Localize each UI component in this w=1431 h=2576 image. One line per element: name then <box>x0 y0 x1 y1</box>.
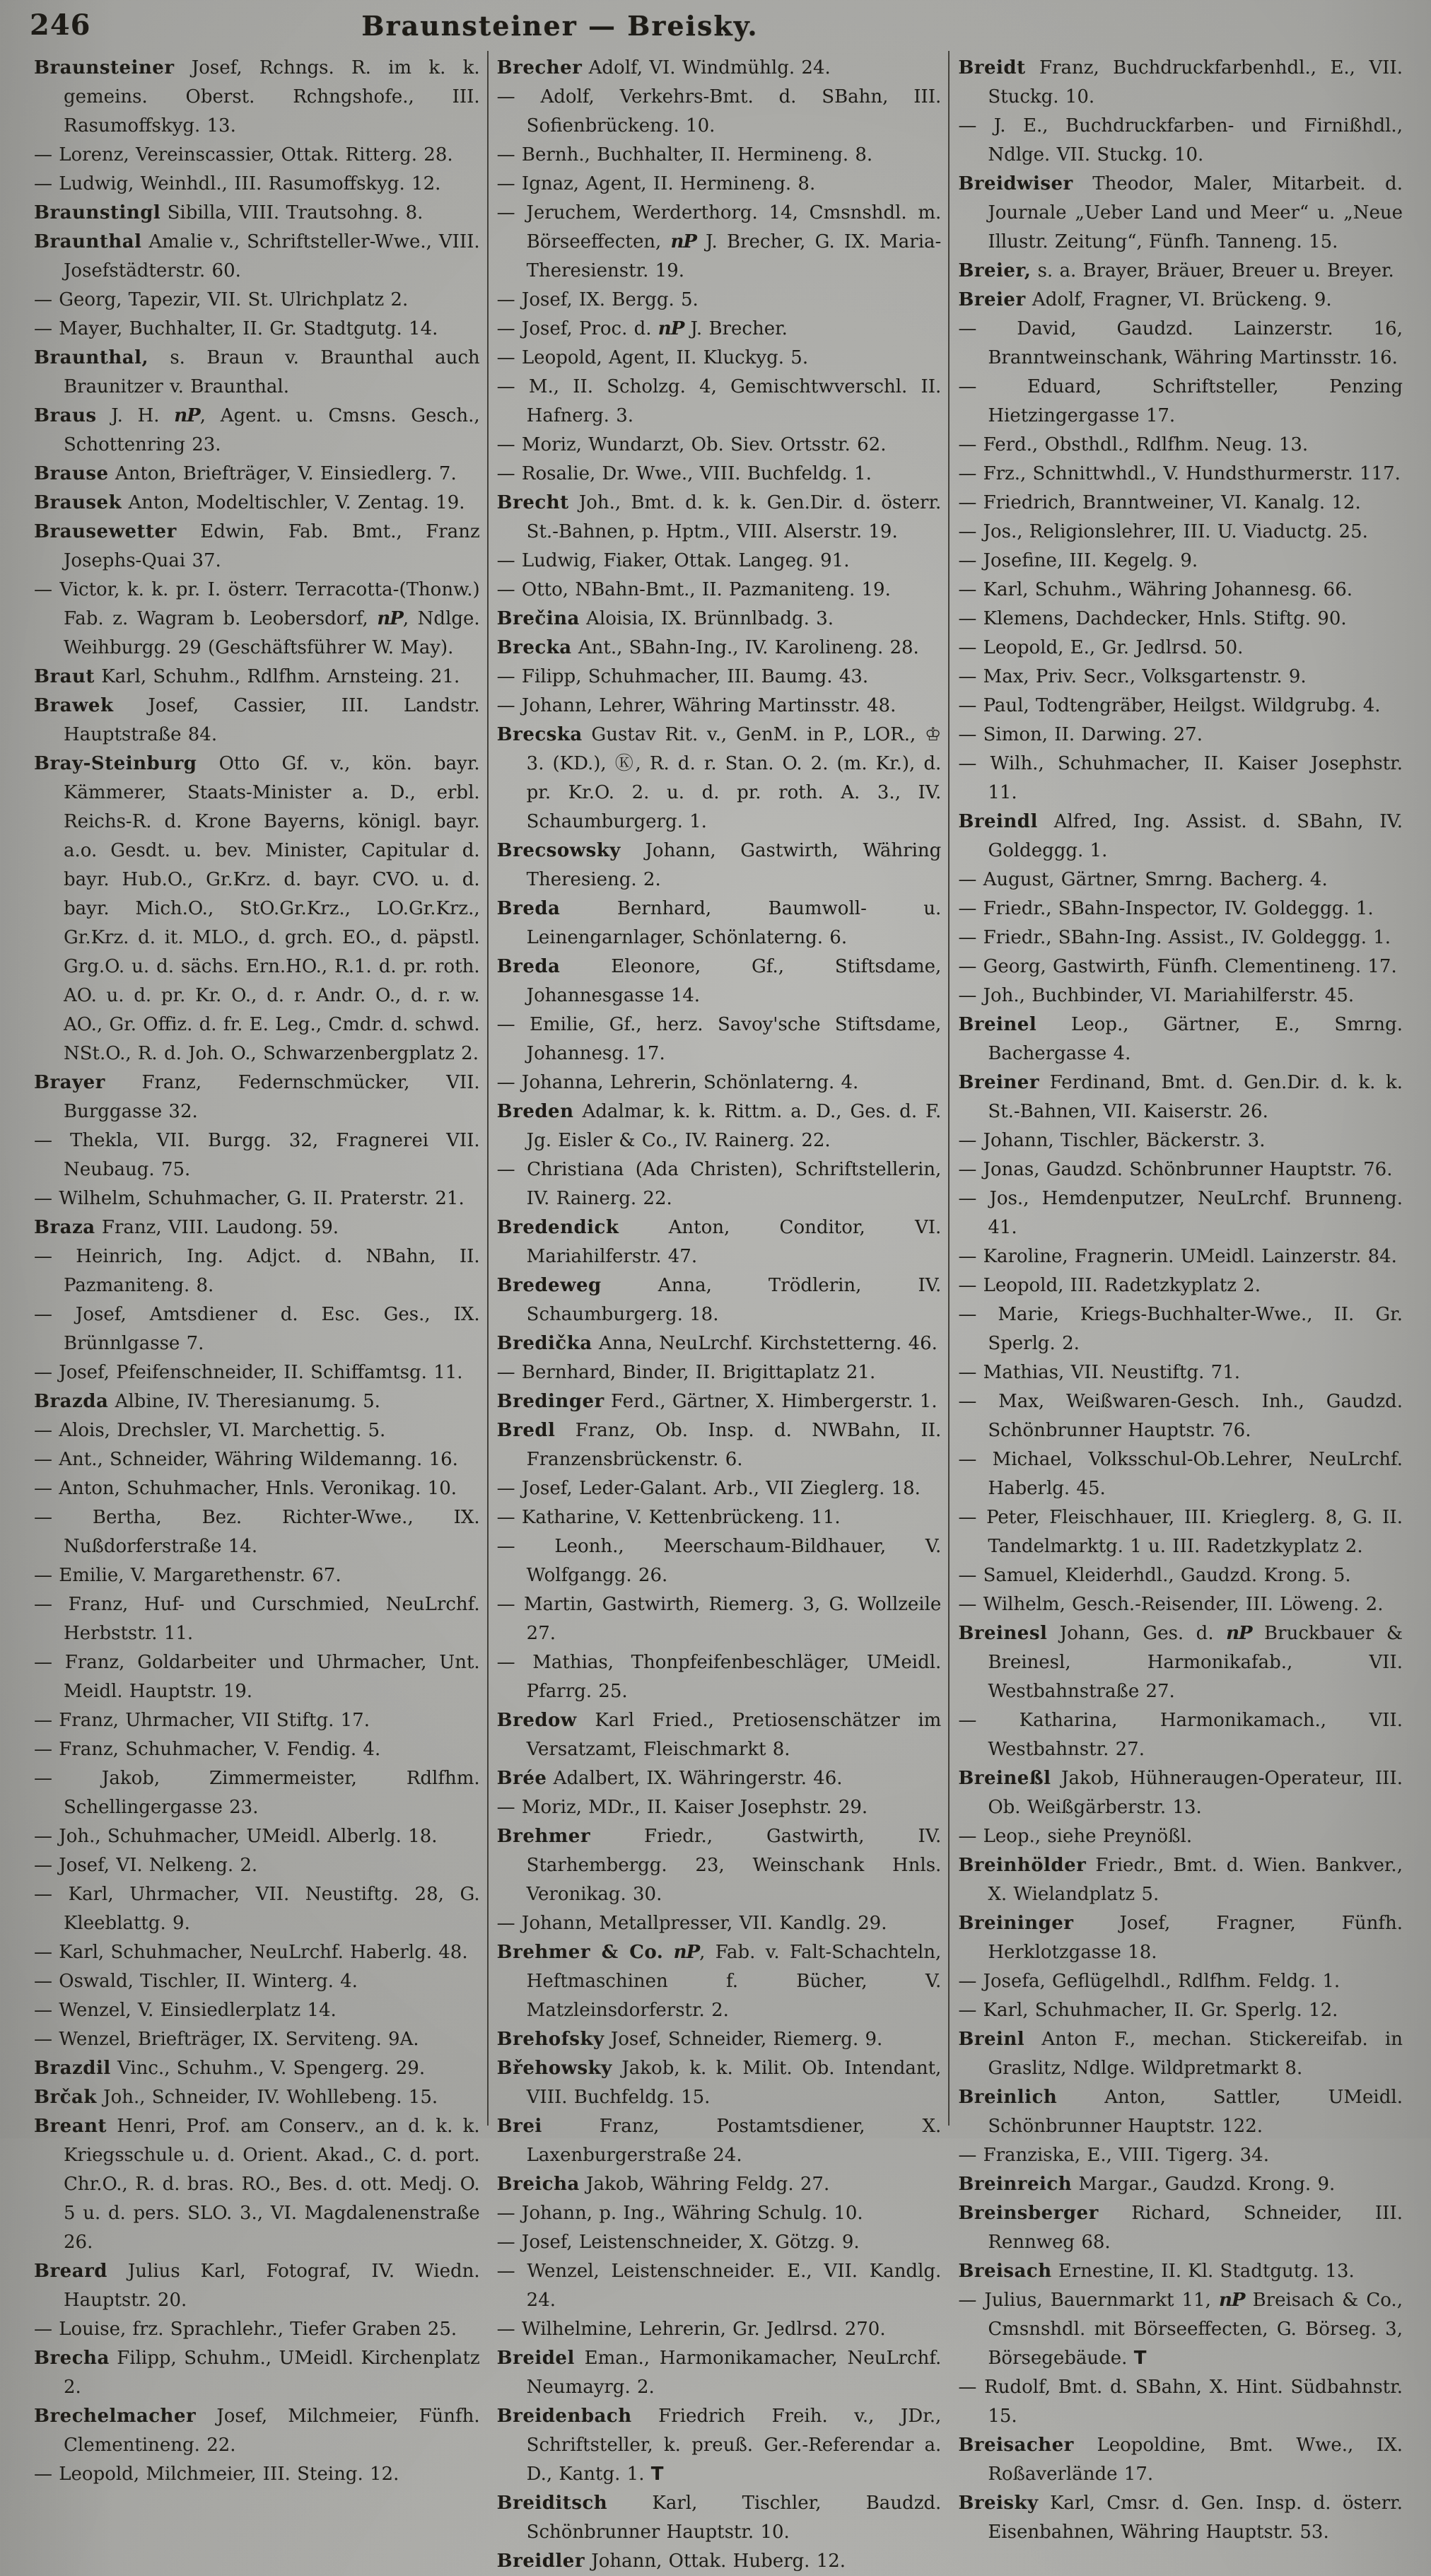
directory-entry: — Julius, Bauernmarkt 11, nP Breisach & Co., Cmsnshdl. mit Börseeffecten, G. Börseg. 3, Börsegebäude. T <box>958 2290 1403 2369</box>
entry-surname: Breineßl <box>958 1768 1051 1789</box>
directory-entry: Breininger Josef, Fragner, Fünfh. Herklotzgasse 18. <box>958 1913 1403 1963</box>
directory-entry: Bredendick Anton, Conditor, VI. Mariahilferstr. 47. <box>496 1217 942 1267</box>
directory-entry: — Emilie, V. Margarethenstr. 67. <box>34 1565 341 1586</box>
entry-surname: Braut <box>34 666 95 687</box>
directory-entry: — Karoline, Fragnerin. UMeidl. Lainzerstr. 84. <box>958 1246 1397 1267</box>
entry-surname: Brečina <box>496 608 580 629</box>
entry-surname: Bray-Steinburg <box>34 753 197 774</box>
entry-surname: Bredeweg <box>496 1275 602 1296</box>
directory-entry: — Frz., Schnittwhdl., V. Hundsthurmerstr. 117. <box>958 463 1401 484</box>
directory-entry: Bredl Franz, Ob. Insp. d. NWBahn, II. Franzensbrückenstr. 6. <box>496 1420 942 1470</box>
entry-surname: Brehofsky <box>496 2029 604 2050</box>
entry-surname: Breinhölder <box>958 1855 1087 1876</box>
directory-entry: — Georg, Gastwirth, Fünfh. Clementineng. 17. <box>958 956 1397 977</box>
entry-surname: Breicha <box>496 2174 580 2195</box>
entry-surname: Braunstingl <box>34 202 161 223</box>
directory-entry: — Otto, NBahn-Bmt., II. Pazmaniteng. 19. <box>496 579 891 600</box>
directory-entry: Bredinger Ferd., Gärtner, X. Himbergerstr. 1. <box>496 1391 938 1412</box>
directory-entry: Braut Karl, Schuhm., Rdlfhm. Arnsteing. 21. <box>34 666 460 687</box>
entry-surname: Brazda <box>34 1391 109 1412</box>
directory-entry: — Bertha, Bez. Richter-Wwe., IX. Nußdorferstraße 14. <box>34 1507 480 1557</box>
directory-entry: — Karl, Schuhmacher, NeuLrchf. Haberlg. 48. <box>34 1942 468 1963</box>
directory-entry: — Mayer, Buchhalter, II. Gr. Stadtgutg. 14. <box>34 318 438 339</box>
directory-entry: — Lorenz, Vereinscassier, Ottak. Ritterg. 28. <box>34 144 453 165</box>
directory-entry: Brecher Adolf, VI. Windmühlg. 24. <box>496 57 831 78</box>
directory-entry: — Karl, Schuhm., Währing Johannesg. 66. <box>958 579 1353 600</box>
directory-entry: Breisky Karl, Cmsr. d. Gen. Insp. d. österr. Eisenbahnen, Währing Hauptstr. 53. <box>958 2493 1403 2543</box>
directory-entry: — Jos., Hemdenputzer, NeuLrchf. Brunneng. 41. <box>958 1188 1403 1238</box>
entry-surname: Bredinger <box>496 1391 604 1412</box>
directory-entry: Brée Adalbert, IX. Währingerstr. 46. <box>496 1768 843 1789</box>
directory-entry: — Johann, Lehrer, Währing Martinsstr. 48. <box>496 695 896 716</box>
entry-surname: Breinesl <box>958 1623 1048 1644</box>
directory-entry: — Klemens, Dachdecker, Hnls. Stiftg. 90. <box>958 608 1347 629</box>
directory-entry: Brause Anton, Briefträger, V. Einsiedlerg. 7. <box>34 463 457 484</box>
directory-entry: — Michael, Volksschul-Ob.Lehrer, NeuLrchf. Haberlg. 45. <box>958 1449 1403 1499</box>
entry-surname: Brée <box>496 1768 547 1789</box>
directory-column-1 <box>25 51 487 2485</box>
directory-entry: — Jonas, Gaudzd. Schönbrunner Hauptstr. 76. <box>958 1159 1393 1180</box>
directory-entry: — Jos., Religionslehrer, III. U. Viaductg. 25. <box>958 521 1368 542</box>
directory-entry: — Rudolf, Bmt. d. SBahn, X. Hint. Südbahnstr. 15. <box>958 2377 1403 2427</box>
directory-entry: Breinsberger Richard, Schneider, III. Rennweg 68. <box>958 2203 1403 2253</box>
entry-surname: Breidwiser <box>958 173 1073 194</box>
directory-entry: — Friedrich, Branntweiner, VI. Kanalg. 12. <box>958 492 1361 513</box>
directory-entry: Breier, s. a. Brayer, Bräuer, Breuer u. Breyer. <box>958 260 1394 281</box>
entry-surname: Breiditsch <box>496 2493 608 2514</box>
entry-surname: Brehmer & Co. <box>496 1942 664 1963</box>
telephone-mark: T <box>1133 2348 1147 2369</box>
directory-entry: Brawek Josef, Cassier, III. Landstr. Hauptstraße 84. <box>34 695 480 745</box>
directory-entry: — Joh., Buchbinder, VI. Mariahilferstr. 45. <box>958 985 1355 1006</box>
directory-entry: — Ignaz, Agent, II. Hermineng. 8. <box>496 173 816 194</box>
directory-entry: — Thekla, VII. Burgg. 32, Fragnerei VII. Neubaug. 75. <box>34 1130 480 1180</box>
directory-entry: — Franziska, E., VIII. Tigerg. 34. <box>958 2145 1269 2166</box>
directory-entry: Breidel Eman., Harmonikamacher, NeuLrchf. Neumayrg. 2. <box>496 2348 942 2398</box>
directory-entry: Brei Franz, Postamtsdiener, X. Laxenburgerstraße 24. <box>496 2116 942 2166</box>
directory-entry: — Franz, Uhrmacher, VII Stiftg. 17. <box>34 1710 370 1731</box>
directory-entry: Braza Franz, VIII. Laudong. 59. <box>34 1217 339 1238</box>
directory-entry: — Wilhelmine, Lehrerin, Gr. Jedlrsd. 270. <box>496 2319 886 2340</box>
directory-entry: — Friedr., SBahn-Inspector, IV. Goldeggg. 1. <box>958 898 1374 919</box>
directory-entry: Breidt Franz, Buchdruckfarbenhdl., E., VII. Stuckg. 10. <box>958 57 1403 107</box>
registered-firm-mark: nP <box>1226 1623 1252 1644</box>
directory-entry: — Martin, Gastwirth, Riemerg. 3, G. Wollzeile 27. <box>496 1594 942 1644</box>
entry-surname: Breant <box>34 2116 107 2137</box>
directory-entry: — Johann, p. Ing., Währing Schulg. 10. <box>496 2203 863 2224</box>
telephone-mark: T <box>650 2464 664 2485</box>
directory-entry: Braus J. H. nP, Agent. u. Cmsns. Gesch., Schottenring 23. <box>34 405 480 455</box>
directory-entry: Breier Adolf, Fragner, VI. Brückeng. 9. <box>958 289 1332 310</box>
registered-firm-mark: nP <box>670 231 696 252</box>
entry-surname: Bredendick <box>496 1217 619 1238</box>
directory-entry: — Paul, Todtengräber, Heilgst. Wildgrubg. 4. <box>958 695 1381 716</box>
directory-entry: Bredička Anna, NeuLrchf. Kirchstetterng. 46. <box>496 1333 938 1354</box>
directory-entry: — Josef, Amtsdiener d. Esc. Ges., IX. Brünnlgasse 7. <box>34 1304 480 1354</box>
page-number: 246 <box>30 8 91 42</box>
entry-surname: Breinreich <box>958 2174 1073 2195</box>
directory-entry: Breidler Johann, Ottak. Huberg. 12. <box>496 2551 846 2572</box>
entry-surname: Brausek <box>34 492 122 513</box>
directory-entry: Breda Bernhard, Baumwoll- u. Leinengarnlager, Schönlaterng. 6. <box>496 898 942 948</box>
directory-entry: — Franz, Schuhmacher, V. Fendig. 4. <box>34 1739 381 1760</box>
directory-columns <box>25 51 1410 2572</box>
directory-entry: — Heinrich, Ing. Adjct. d. NBahn, II. Pazmaniteng. 8. <box>34 1246 480 1296</box>
directory-entry: — Max, Priv. Secr., Volksgartenstr. 9. <box>958 666 1307 687</box>
directory-entry: — Franz, Huf- und Curschmied, NeuLrchf. Herbststr. 11. <box>34 1594 480 1644</box>
directory-entry: — Franz, Goldarbeiter und Uhrmacher, Unt. Meidl. Hauptstr. 19. <box>34 1652 480 1702</box>
entry-surname: Brecka <box>496 637 572 658</box>
directory-entry: Brausewetter Edwin, Fab. Bmt., Franz Josephs-Quai 37. <box>34 521 480 571</box>
directory-entry: Breinel Leop., Gärtner, E., Smrng. Bachergasse 4. <box>958 1014 1403 1064</box>
directory-entry: — Wenzel, V. Einsiedlerplatz 14. <box>34 2000 337 2021</box>
directory-entry: — Bernh., Buchhalter, II. Hermineng. 8. <box>496 144 873 165</box>
directory-entry: Brecsowsky Johann, Gastwirth, Währing Theresieng. 2. <box>496 840 942 890</box>
directory-entry: — J. E., Buchdruckfarben- und Firnißhdl., Ndlge. VII. Stuckg. 10. <box>958 115 1403 165</box>
directory-entry: Breinlich Anton, Sattler, UMeidl. Schönbrunner Hauptstr. 122. <box>958 2087 1403 2137</box>
directory-entry: — Katharina, Harmonikamach., VII. Westbahnstr. 27. <box>958 1710 1403 1760</box>
entry-surname: Breda <box>496 898 561 919</box>
directory-entry: — Alois, Drechsler, VI. Marchettig. 5. <box>34 1420 386 1441</box>
entry-surname: Bredow <box>496 1710 577 1731</box>
directory-entry: — Jeruchem, Werderthorg. 14, Cmsnshdl. m. Börseeffecten, nP J. Brecher, G. IX. Maria-Theresienstr. 19. <box>496 202 942 281</box>
directory-entry: Brecha Filipp, Schuhm., UMeidl. Kirchenplatz 2. <box>34 2348 480 2398</box>
entry-surname: Breier <box>958 289 1026 310</box>
entry-surname: Brausewetter <box>34 521 177 542</box>
directory-entry: Breidenbach Friedrich Freih. v., JDr., Schriftsteller, k. preuß. Ger.-Referendar a. D., Kantg. 1. T <box>496 2406 942 2485</box>
entry-surname: Brayer <box>34 1072 105 1093</box>
directory-entry: Breicha Jakob, Währing Feldg. 27. <box>496 2174 830 2195</box>
entry-surname: Breidenbach <box>496 2406 632 2427</box>
entry-surname: Breidel <box>496 2348 575 2369</box>
directory-entry: Breiditsch Karl, Tischler, Baudzd. Schönbrunner Hauptstr. 10. <box>496 2493 942 2543</box>
registered-firm-mark: nP <box>174 405 200 426</box>
entry-surname: Brčak <box>34 2087 97 2108</box>
registered-firm-mark: nP <box>673 1942 700 1963</box>
directory-entry: — Emilie, Gf., herz. Savoy'sche Stiftsdame, Johannesg. 17. <box>496 1014 942 1064</box>
entry-surname: Brecher <box>496 57 583 78</box>
directory-entry: — Peter, Fleischhauer, III. Krieglerg. 8, G. II. Tandelmarktg. 1 u. III. Radetzkyplatz 2. <box>958 1507 1403 1557</box>
entry-surname: Breidler <box>496 2551 585 2572</box>
directory-entry: — Leopold, E., Gr. Jedlrsd. 50. <box>958 637 1244 658</box>
directory-entry: — Ant., Schneider, Währing Wildemanng. 16. <box>34 1449 458 1470</box>
directory-entry: — Marie, Kriegs-Buchhalter-Wwe., II. Gr. Sperlg. 2. <box>958 1304 1403 1354</box>
directory-entry: — Louise, frz. Sprachlehr., Tiefer Graben 25. <box>34 2319 457 2340</box>
entry-surname: Braunsteiner <box>34 57 175 78</box>
directory-entry: — Friedr., SBahn-Ing. Assist., IV. Goldeggg. 1. <box>958 927 1391 948</box>
directory-entry: Breisacher Leopoldine, Bmt. Wwe., IX. Roßaverlände 17. <box>958 2435 1403 2485</box>
directory-entry: — Wenzel, Briefträger, IX. Serviteng. 9A. <box>34 2029 419 2050</box>
directory-entry: Braunsteiner Josef, Rchngs. R. im k. k. gemeins. Oberst. Rchngshofe., III. Rasumoffskyg. 13. <box>34 57 480 136</box>
directory-entry: — Ludwig, Weinhdl., III. Rasumoffskyg. 12. <box>34 173 441 194</box>
directory-entry: — Ferd., Obsthdl., Rdlfhm. Neug. 13. <box>958 434 1309 455</box>
entry-surname: Breda <box>496 956 561 977</box>
directory-entry: — Georg, Tapezir, VII. St. Ulrichplatz 2. <box>34 289 409 310</box>
directory-entry: — Johann, Tischler, Bäckerstr. 3. <box>958 1130 1266 1151</box>
page-header <box>0 7 1431 44</box>
entry-surname: Brawek <box>34 695 114 716</box>
entry-surname: Breisacher <box>958 2435 1074 2456</box>
entry-surname: Brecht <box>496 492 569 513</box>
directory-entry: Breidwiser Theodor, Maler, Mitarbeit. d. Journale „Ueber Land und Meer“ u. „Neue Illustr. Zeitung“, Fünfh. Tanneng. 15. <box>958 173 1403 252</box>
directory-entry: — Joh., Schuhmacher, UMeidl. Alberlg. 18. <box>34 1826 438 1847</box>
directory-entry: — Josefine, III. Kegelg. 9. <box>958 550 1198 571</box>
entry-surname: Bredička <box>496 1333 592 1354</box>
directory-entry: Breindl Alfred, Ing. Assist. d. SBahn, IV. Goldeggg. 1. <box>958 811 1403 861</box>
directory-entry: — Johann, Metallpresser, VII. Kandlg. 29. <box>496 1913 887 1934</box>
entry-surname: Breininger <box>958 1913 1074 1934</box>
directory-entry: Brehmer Friedr., Gastwirth, IV. Starhembergg. 23, Weinschank Hnls. Veronikag. 30. <box>496 1826 942 1905</box>
directory-entry: Breinesl Johann, Ges. d. nP Bruckbauer & Breinesl, Harmonikafab., VII. Westbahnstraße 27. <box>958 1623 1403 1702</box>
directory-column-2 <box>487 51 949 2572</box>
directory-entry: Breineßl Jakob, Hühneraugen-Operateur, III. Ob. Weißgärberstr. 13. <box>958 1768 1403 1818</box>
directory-entry: — Leopold, Milchmeier, III. Steing. 12. <box>34 2464 399 2485</box>
entry-surname: Breard <box>34 2261 107 2282</box>
directory-entry: Breda Eleonore, Gf., Stiftsdame, Johannesgasse 14. <box>496 956 942 1006</box>
entry-surname: Brei <box>496 2116 542 2137</box>
directory-entry: — Leonh., Meerschaum-Bildhauer, V. Wolfgangg. 26. <box>496 1536 942 1586</box>
directory-entry: Brehmer & Co. nP, Fab. v. Falt-Schachteln, Heftmaschinen f. Bücher, V. Matzleinsdorferstr. 2. <box>496 1942 942 2021</box>
directory-entry: — Katharine, V. Kettenbrückeng. 11. <box>496 1507 841 1528</box>
directory-column-3 <box>948 51 1410 2543</box>
entry-surname: Brechelmacher <box>34 2406 197 2427</box>
directory-entry: — Mathias, VII. Neustiftg. 71. <box>958 1362 1241 1383</box>
directory-entry: Breiner Ferdinand, Bmt. d. Gen.Dir. d. k. k. St.-Bahnen, VII. Kaiserstr. 26. <box>958 1072 1403 1122</box>
directory-entry: — M., II. Scholzg. 4, Gemischtwverschl. II. Hafnerg. 3. <box>496 376 942 426</box>
directory-entry: — Mathias, Thonpfeifenbeschläger, UMeidl. Pfarrg. 25. <box>496 1652 942 1702</box>
entry-surname: Braunthal, <box>34 347 149 368</box>
entry-surname: Breier, <box>958 260 1032 281</box>
directory-entry: Břehowsky Jakob, k. k. Milit. Ob. Intendant, VIII. Buchfeldg. 15. <box>496 2058 942 2108</box>
directory-entry: — Oswald, Tischler, II. Winterg. 4. <box>34 1971 358 1992</box>
directory-entry: Bredow Karl Fried., Pretiosenschätzer im Versatzamt, Fleischmarkt 8. <box>496 1710 942 1760</box>
entry-surname: Braus <box>34 405 97 426</box>
entry-surname: Brecska <box>496 724 583 745</box>
directory-entry: — Josef, VI. Nelkeng. 2. <box>34 1855 258 1876</box>
page-title: Braunsteiner — Breisky. <box>361 10 759 42</box>
directory-entry: — Josef, Leistenschneider, X. Götzg. 9. <box>496 2232 860 2253</box>
directory-entry: — Anton, Schuhmacher, Hnls. Veronikag. 10. <box>34 1478 457 1499</box>
directory-entry: — Josef, Proc. d. nP J. Brecher. <box>496 318 788 339</box>
directory-entry: — Leop., siehe Preynößl. <box>958 1826 1193 1847</box>
directory-entry: — Wilh., Schuhmacher, II. Kaiser Josephstr. 11. <box>958 753 1403 803</box>
directory-entry: — Ludwig, Fiaker, Ottak. Langeg. 91. <box>496 550 850 571</box>
entry-surname: Breisky <box>958 2493 1039 2514</box>
directory-entry: — Karl, Uhrmacher, VII. Neustiftg. 28, G. Kleeblattg. 9. <box>34 1884 480 1934</box>
directory-entry: — Karl, Schuhmacher, II. Gr. Sperlg. 12. <box>958 2000 1338 2021</box>
directory-entry: Braunthal, s. Braun v. Braunthal auch Braunitzer v. Braunthal. <box>34 347 480 397</box>
directory-entry: — Filipp, Schuhmacher, III. Baumg. 43. <box>496 666 869 687</box>
directory-entry: — David, Gaudzd. Lainzerstr. 16, Branntweinschank, Währing Martinsstr. 16. <box>958 318 1403 368</box>
directory-entry: — Josef, Leder-Galant. Arb., VII Zieglerg. 18. <box>496 1478 921 1499</box>
directory-entry: — Rosalie, Dr. Wwe., VIII. Buchfeldg. 1. <box>496 463 872 484</box>
directory-entry: — Johanna, Lehrerin, Schönlaterng. 4. <box>496 1072 859 1093</box>
entry-surname: Brehmer <box>496 1826 591 1847</box>
entry-surname: Breindl <box>958 811 1038 832</box>
directory-entry: Breisach Ernestine, II. Kl. Stadtgutg. 13. <box>958 2261 1355 2282</box>
directory-entry: Brecht Joh., Bmt. d. k. k. Gen.Dir. d. österr. St.-Bahnen, p. Hptm., VIII. Alserstr. 19. <box>496 492 942 542</box>
directory-entry: — August, Gärtner, Smrng. Bacherg. 4. <box>958 869 1328 890</box>
directory-entry: — Josefa, Geflügelhdl., Rdlfhm. Feldg. 1. <box>958 1971 1341 1992</box>
entry-surname: Breinlich <box>958 2087 1058 2108</box>
entry-surname: Brecsowsky <box>496 840 621 861</box>
directory-entry: Brehofsky Josef, Schneider, Riemerg. 9. <box>496 2029 883 2050</box>
directory-entry: Brechelmacher Josef, Milchmeier, Fünfh. Clementineng. 22. <box>34 2406 480 2456</box>
registered-firm-mark: nP <box>1218 2290 1245 2311</box>
entry-surname: Breinl <box>958 2029 1025 2050</box>
directory-entry: — Max, Weißwaren-Gesch. Inh., Gaudzd. Schönbrunner Hauptstr. 76. <box>958 1391 1403 1441</box>
entry-surname: Breisach <box>958 2261 1052 2282</box>
directory-entry: Breinl Anton F., mechan. Stickereifab. in Graslitz, Ndlge. Wildpretmarkt 8. <box>958 2029 1403 2079</box>
directory-entry: Breinhölder Friedr., Bmt. d. Wien. Bankver., X. Wielandplatz 5. <box>958 1855 1403 1905</box>
entry-surname: Breinel <box>958 1014 1037 1035</box>
directory-entry: Breden Adalmar, k. k. Rittm. a. D., Ges. d. F. Jg. Eisler & Co., IV. Rainerg. 22. <box>496 1101 942 1151</box>
entry-surname: Břehowsky <box>496 2058 612 2079</box>
directory-entry: — Adolf, Verkehrs-Bmt. d. SBahn, III. Sofienbrückeng. 10. <box>496 86 942 136</box>
directory-entry: — Wilhelm, Schuhmacher, G. II. Praterstr. 21. <box>34 1188 465 1209</box>
entry-surname: Braza <box>34 1217 95 1238</box>
directory-entry: — Christiana (Ada Christen), Schriftstellerin, IV. Rainerg. 22. <box>496 1159 942 1209</box>
directory-entry: Bray-Steinburg Otto Gf. v., kön. bayr. Kämmerer, Staats-Minister a. D., erbl. Reichs-R. d. Krone Bayerns, königl. bayr. a.o. Gesdt. u. bev. Minister, Capitular d. bayr. Hub.O., Gr.Krz. d. bayr. CVO. u. d. bayr. Mich.O., StO.Gr.Krz., LO.Gr.Krz., Gr.Krz. d. it. MLO., d. grch. EO., d. päpstl. Grg.O. u. d. sächs. Ern.HO., R.1. d. pr. roth. AO. u. d. pr. Kr. O., d. r. Andr. O., d. r. w. AO., Gr. Offiz. d. fr. E. Leg., Cmdr. d. schwd. NSt.O., R. d. Joh. O., Schwarzenbergplatz 2. <box>34 753 480 1064</box>
registered-firm-mark: nP <box>377 608 403 629</box>
directory-entry: — Victor, k. k. pr. I. österr. Terracotta-(Thonw.) Fab. z. Wagram b. Leobersdorf, nP, Ndlge. Weihburgg. 29 (Geschäftsführer W. May). <box>34 579 480 658</box>
directory-entry: — Simon, II. Darwing. 27. <box>958 724 1203 745</box>
directory-entry: — Wilhelm, Gesch.-Reisender, III. Löweng. 2. <box>958 1594 1384 1615</box>
directory-entry: Brausek Anton, Modeltischler, V. Zentag. 19. <box>34 492 465 513</box>
directory-entry: Breinreich Margar., Gaudzd. Krong. 9. <box>958 2174 1336 2195</box>
directory-entry: Braunstingl Sibilla, VIII. Trautsohng. 8. <box>34 202 424 223</box>
entry-surname: Brause <box>34 463 109 484</box>
entry-surname: Breidt <box>958 57 1026 78</box>
directory-entry: Brazdil Vinc., Schuhm., V. Spengerg. 29. <box>34 2058 426 2079</box>
directory-entry: — Leopold, III. Radetzkyplatz 2. <box>958 1275 1261 1296</box>
entry-surname: Breiner <box>958 1072 1040 1093</box>
directory-entry: Brazda Albine, IV. Theresianumg. 5. <box>34 1391 380 1412</box>
entry-surname: Breden <box>496 1101 574 1122</box>
directory-entry: Breard Julius Karl, Fotograf, IV. Wiedn. Hauptstr. 20. <box>34 2261 480 2311</box>
directory-entry: Bredeweg Anna, Trödlerin, IV. Schaumburgerg. 18. <box>496 1275 942 1325</box>
directory-entry: — Samuel, Kleiderhdl., Gaudzd. Krong. 5. <box>958 1565 1351 1586</box>
directory-entry: Braunthal Amalie v., Schriftsteller-Wwe., VIII. Josefstädterstr. 60. <box>34 231 480 281</box>
directory-entry: — Eduard, Schriftsteller, Penzing Hietzingergasse 17. <box>958 376 1403 426</box>
entry-surname: Bredl <box>496 1420 556 1441</box>
directory-entry: Brečina Aloisia, IX. Brünnlbadg. 3. <box>496 608 834 629</box>
directory-entry: — Leopold, Agent, II. Kluckyg. 5. <box>496 347 809 368</box>
directory-entry: Brayer Franz, Federnschmücker, VII. Burggasse 32. <box>34 1072 480 1122</box>
directory-entry: — Bernhard, Binder, II. Brigittaplatz 21. <box>496 1362 876 1383</box>
entry-surname: Brazdil <box>34 2058 111 2079</box>
directory-entry: — Moriz, MDr., II. Kaiser Josephstr. 29. <box>496 1797 868 1818</box>
directory-entry: — Moriz, Wundarzt, Ob. Siev. Ortsstr. 62. <box>496 434 887 455</box>
directory-entry: — Wenzel, Leistenschneider. E., VII. Kandlg. 24. <box>496 2261 942 2311</box>
directory-entry: Brecska Gustav Rit. v., GenM. in P., LOR., ♔ 3. (KD.), Ⓚ, R. d. r. Stan. O. 2. (m. Kr.), d. pr. Kr.O. 2. u. d. pr. roth. A. 3., IV. Schaumburgerg. 1. <box>496 724 942 832</box>
entry-surname: Breinsberger <box>958 2203 1099 2224</box>
registered-firm-mark: nP <box>658 318 684 339</box>
directory-entry: — Josef, IX. Bergg. 5. <box>496 289 699 310</box>
directory-entry: Breant Henri, Prof. am Conserv., an d. k. k. Kriegsschule u. d. Orient. Akad., C. d. port. Chr.O., R. d. bras. RO., Bes. d. ott. Medj. O. 5 u. d. pers. SLO. 3., VI. Magdalenenstraße 26. <box>34 2116 480 2253</box>
directory-entry: — Jakob, Zimmermeister, Rdlfhm. Schellingergasse 23. <box>34 1768 480 1818</box>
entry-surname: Braunthal <box>34 231 142 252</box>
directory-entry: Brecka Ant., SBahn-Ing., IV. Karolineng. 28. <box>496 637 919 658</box>
entry-surname: Brecha <box>34 2348 110 2369</box>
directory-entry: Brčak Joh., Schneider, IV. Wohllebeng. 15. <box>34 2087 438 2108</box>
directory-entry: — Josef, Pfeifenschneider, II. Schiffamtsg. 11. <box>34 1362 463 1383</box>
